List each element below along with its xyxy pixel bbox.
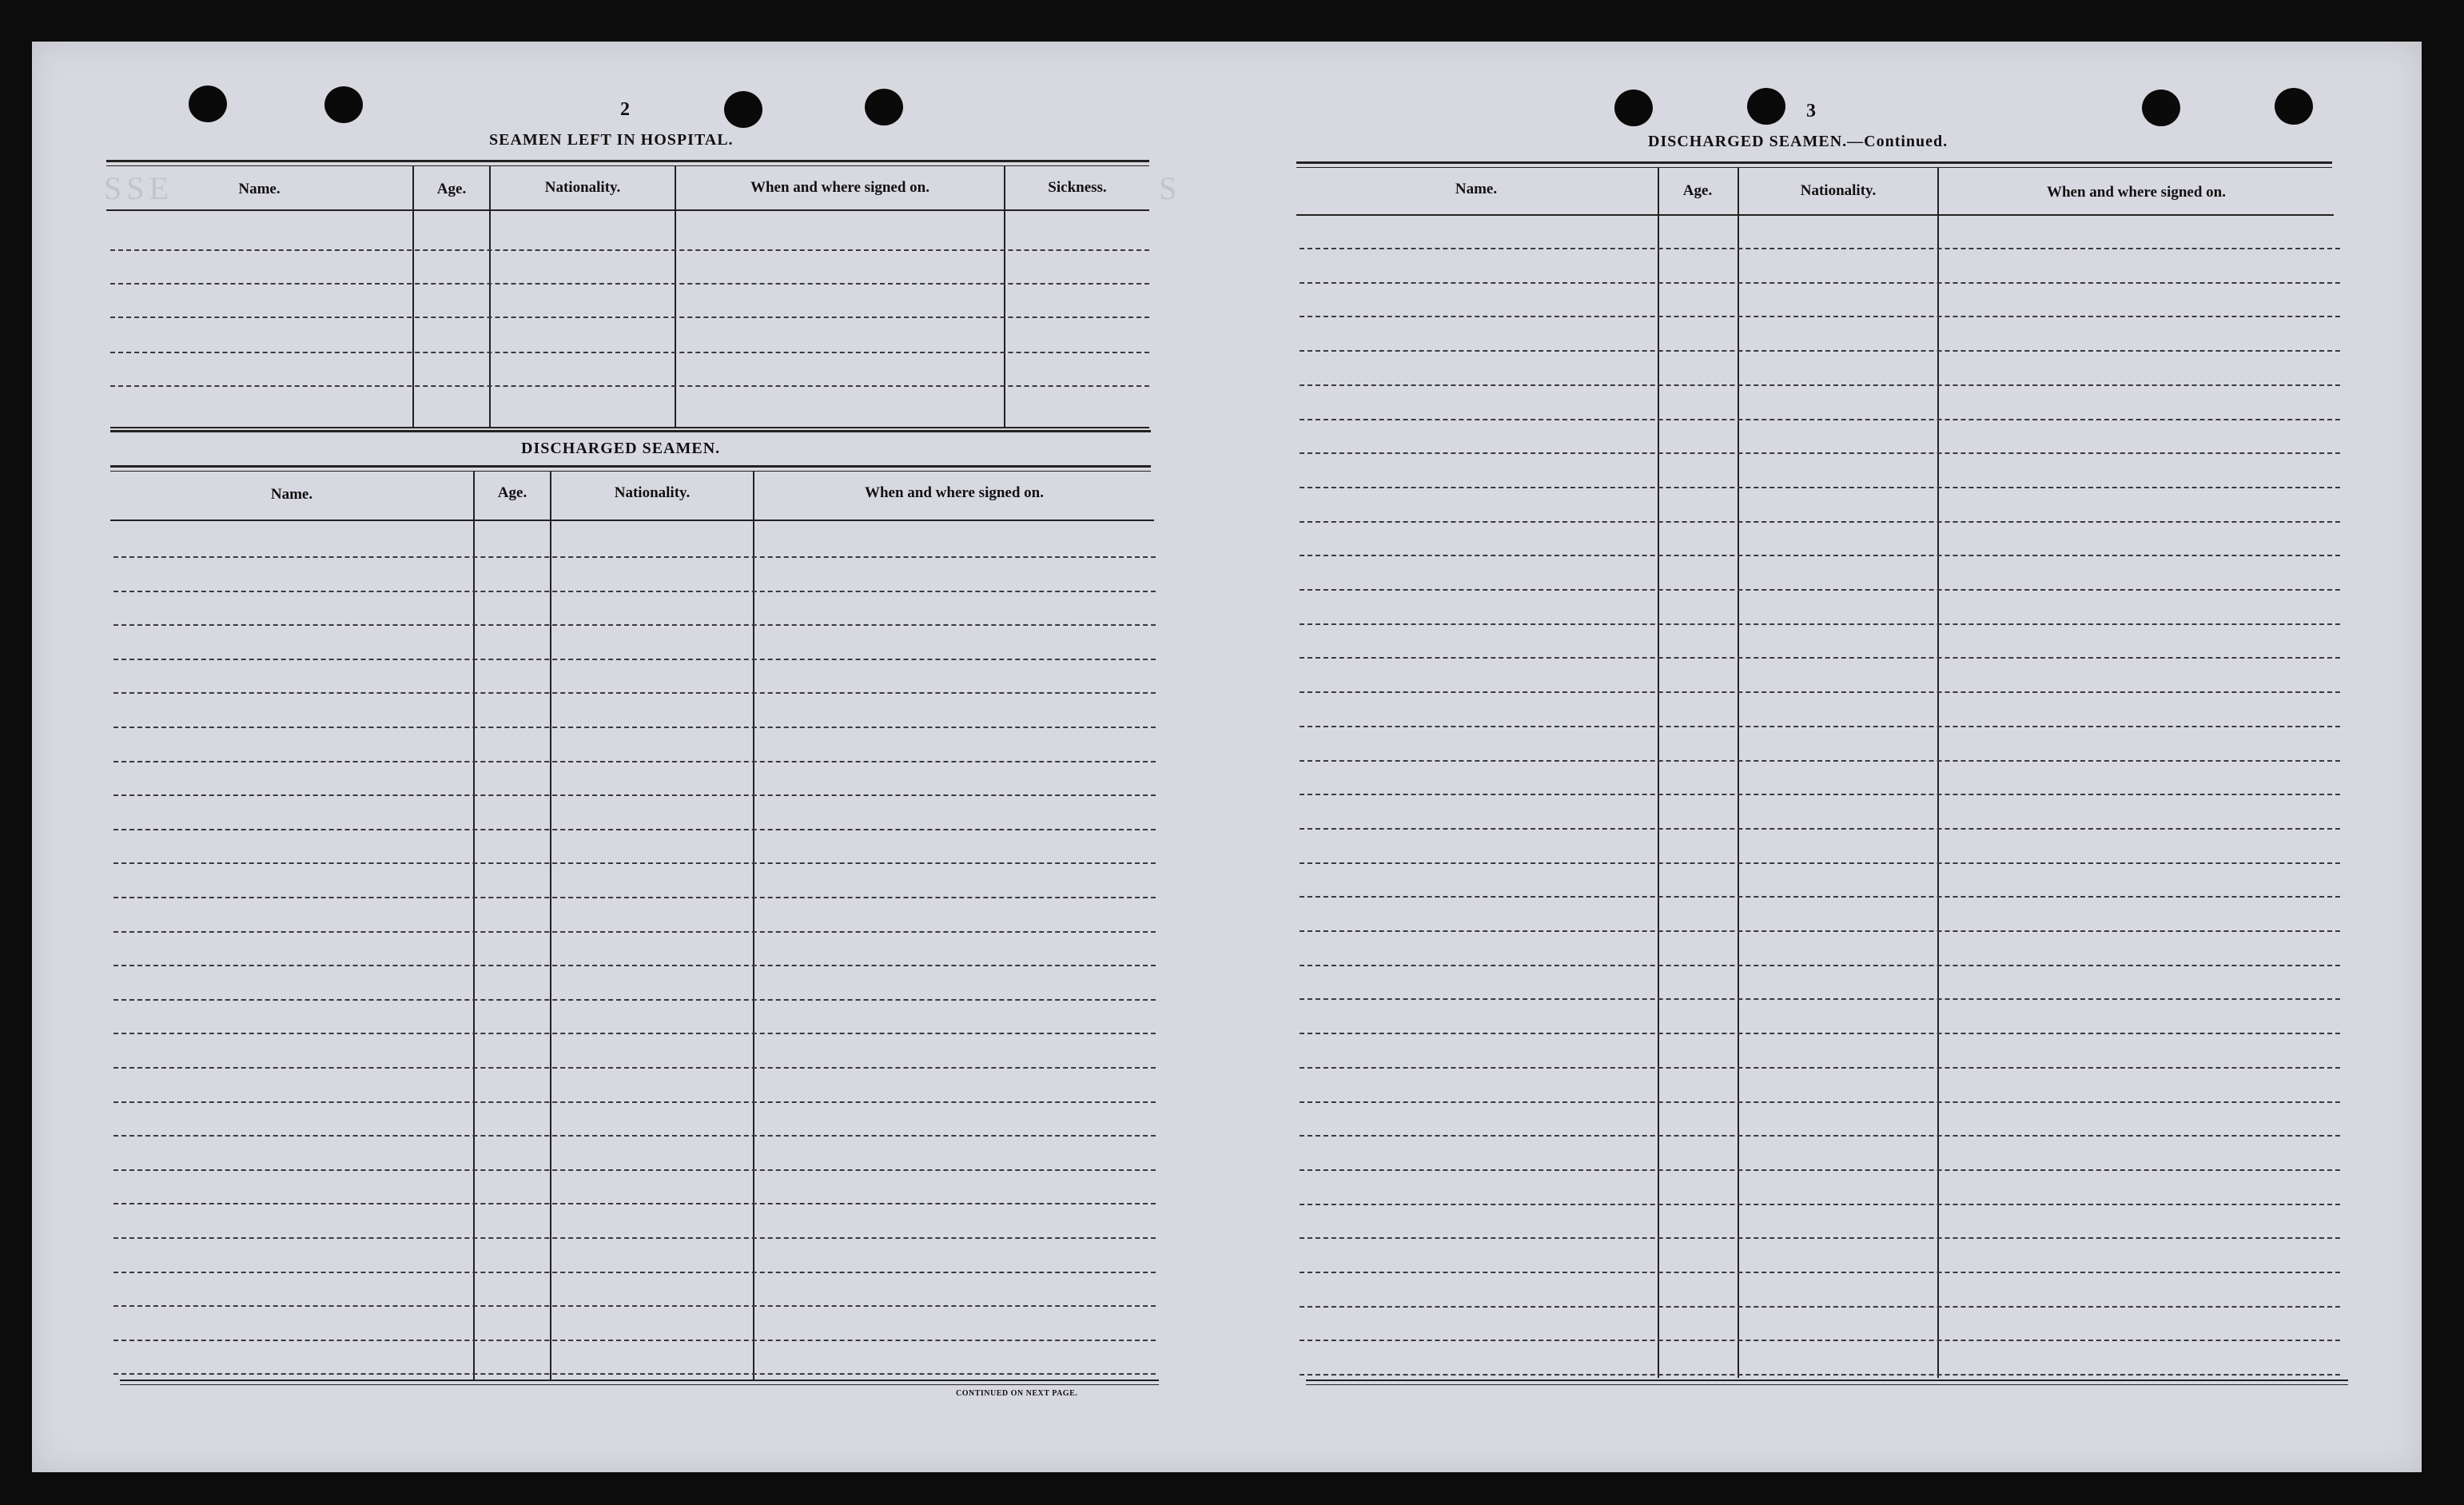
discharged-col-name: Name. — [270, 486, 313, 503]
discharged-header-rule — [110, 520, 1154, 521]
hospital-row-line — [110, 317, 1149, 318]
discharged-col-divider — [473, 472, 475, 1380]
hospital-col-signed-on: When and where signed on. — [750, 179, 929, 196]
ruled-row-line — [1300, 1135, 2340, 1137]
punch-hole — [1747, 88, 1785, 125]
punch-hole — [1614, 90, 1653, 126]
ruled-row-line — [1300, 555, 2340, 556]
hospital-col-divider — [412, 166, 414, 427]
discharged-bottom-rule-2 — [120, 1384, 1159, 1385]
ruled-row-line — [1300, 691, 2340, 693]
punch-hole — [724, 91, 762, 128]
ruled-row-line — [113, 692, 1156, 694]
right-col-name: Name. — [1455, 181, 1498, 197]
hospital-col-divider — [1004, 166, 1005, 427]
hospital-top-rule — [106, 160, 1149, 162]
ruled-row-line — [113, 1101, 1156, 1103]
document-sheet — [32, 42, 2422, 1472]
right-header-rule — [1296, 214, 2334, 216]
hospital-row-line — [110, 283, 1149, 285]
right-col-age: Age. — [1682, 182, 1713, 199]
ruled-row-line — [113, 1272, 1156, 1273]
ruled-row-line — [1300, 521, 2340, 523]
discharged-col-signed-on: When and where signed on. — [864, 484, 1044, 501]
ruled-row-line — [1300, 794, 2340, 795]
ruled-row-line — [1300, 1204, 2340, 1205]
right-discharged-section-title: DISCHARGED SEAMEN.—Continued. — [1648, 133, 1949, 150]
punch-hole — [2275, 88, 2313, 125]
discharged-top-rule-thin — [110, 471, 1151, 472]
hospital-col-sickness: Sickness. — [1048, 179, 1107, 196]
punch-hole — [324, 86, 363, 123]
ruled-row-line — [113, 862, 1156, 864]
right-bottom-rule — [1306, 1380, 2348, 1381]
hospital-col-divider — [675, 166, 676, 427]
ruled-row-line — [1300, 1067, 2340, 1069]
ruled-row-line — [1300, 1340, 2340, 1341]
hospital-header-rule — [106, 209, 1149, 211]
discharged-section-title: DISCHARGED SEAMEN. — [521, 440, 721, 457]
discharged-top-rule — [110, 430, 1151, 432]
ruled-row-line — [1300, 862, 2340, 864]
ruled-row-line — [113, 1305, 1156, 1307]
ruled-row-line — [1300, 965, 2340, 966]
ruled-row-line — [113, 1237, 1156, 1239]
punch-hole — [865, 89, 903, 125]
ruled-row-line — [113, 659, 1156, 660]
hospital-row-line — [110, 385, 1149, 387]
ruled-row-line — [1300, 316, 2340, 317]
right-top-rule — [1296, 161, 2332, 164]
ruled-row-line — [1300, 419, 2340, 420]
discharged-top-rule-2 — [110, 465, 1151, 468]
ruled-row-line — [113, 1340, 1156, 1341]
ruled-row-line — [113, 999, 1156, 1001]
ruled-row-line — [113, 829, 1156, 830]
discharged-bottom-rule — [120, 1380, 1159, 1381]
ruled-row-line — [1300, 589, 2340, 591]
ruled-row-line — [113, 727, 1156, 728]
ruled-row-line — [113, 1135, 1156, 1137]
ruled-row-line — [1300, 1033, 2340, 1034]
ruled-row-line — [1300, 828, 2340, 830]
discharged-col-age: Age. — [497, 484, 527, 501]
ruled-row-line — [113, 1373, 1156, 1375]
left-page-number: 2 — [620, 99, 630, 120]
right-col-signed-on: When and where signed on. — [2046, 184, 2226, 201]
ruled-row-line — [1300, 1306, 2340, 1308]
discharged-col-nationality: Nationality. — [614, 484, 691, 501]
ruled-row-line — [113, 591, 1156, 592]
ruled-row-line — [1300, 1237, 2340, 1239]
hospital-row-line — [110, 352, 1149, 353]
ruled-row-line — [1300, 384, 2340, 386]
ruled-row-line — [1300, 657, 2340, 659]
ruled-row-line — [1300, 248, 2340, 249]
bleed-through-text: S — [1159, 170, 1182, 206]
ruled-row-line — [1300, 1374, 2340, 1376]
right-top-rule-thin — [1296, 167, 2332, 168]
ruled-row-line — [1300, 760, 2340, 762]
ruled-row-line — [1300, 998, 2340, 1000]
punch-hole — [189, 86, 227, 122]
bleed-through-text: SSE — [104, 170, 173, 206]
hospital-col-name: Name. — [238, 181, 281, 197]
hospital-col-age: Age. — [436, 181, 467, 197]
right-page-number: 3 — [1806, 101, 1816, 121]
continued-note: CONTINUED ON NEXT PAGE. — [956, 1389, 1078, 1398]
ruled-row-line — [1300, 623, 2340, 625]
ruled-row-line — [113, 624, 1156, 626]
ruled-row-line — [113, 1067, 1156, 1069]
ruled-row-line — [1300, 726, 2340, 727]
right-bottom-rule-2 — [1306, 1384, 2348, 1385]
ruled-row-line — [1300, 930, 2340, 932]
ruled-row-line — [113, 1033, 1156, 1034]
ruled-row-line — [113, 556, 1156, 558]
hospital-col-nationality: Nationality. — [544, 179, 621, 196]
ruled-row-line — [1300, 1169, 2340, 1171]
ruled-row-line — [113, 1169, 1156, 1171]
ruled-row-line — [113, 965, 1156, 966]
ruled-row-line — [1300, 1272, 2340, 1273]
hospital-section-title: SEAMEN LEFT IN HOSPITAL. — [489, 131, 734, 149]
right-col-nationality: Nationality. — [1800, 182, 1877, 199]
hospital-bottom-rule — [110, 427, 1149, 428]
ruled-row-line — [1300, 487, 2340, 488]
hospital-row-line — [110, 249, 1149, 251]
hospital-top-rule-thin — [106, 165, 1149, 166]
hospital-col-divider — [489, 166, 491, 427]
ruled-row-line — [113, 794, 1156, 796]
ruled-row-line — [1300, 896, 2340, 898]
ruled-row-line — [1300, 1101, 2340, 1103]
ruled-row-line — [1300, 350, 2340, 352]
ruled-row-line — [113, 761, 1156, 762]
ruled-row-line — [1300, 452, 2340, 454]
ruled-row-line — [113, 1203, 1156, 1204]
punch-hole — [2142, 90, 2180, 126]
ruled-row-line — [113, 931, 1156, 933]
discharged-col-divider — [753, 472, 754, 1380]
ruled-row-line — [113, 897, 1156, 898]
ruled-row-line — [1300, 282, 2340, 284]
discharged-col-divider — [550, 472, 551, 1380]
